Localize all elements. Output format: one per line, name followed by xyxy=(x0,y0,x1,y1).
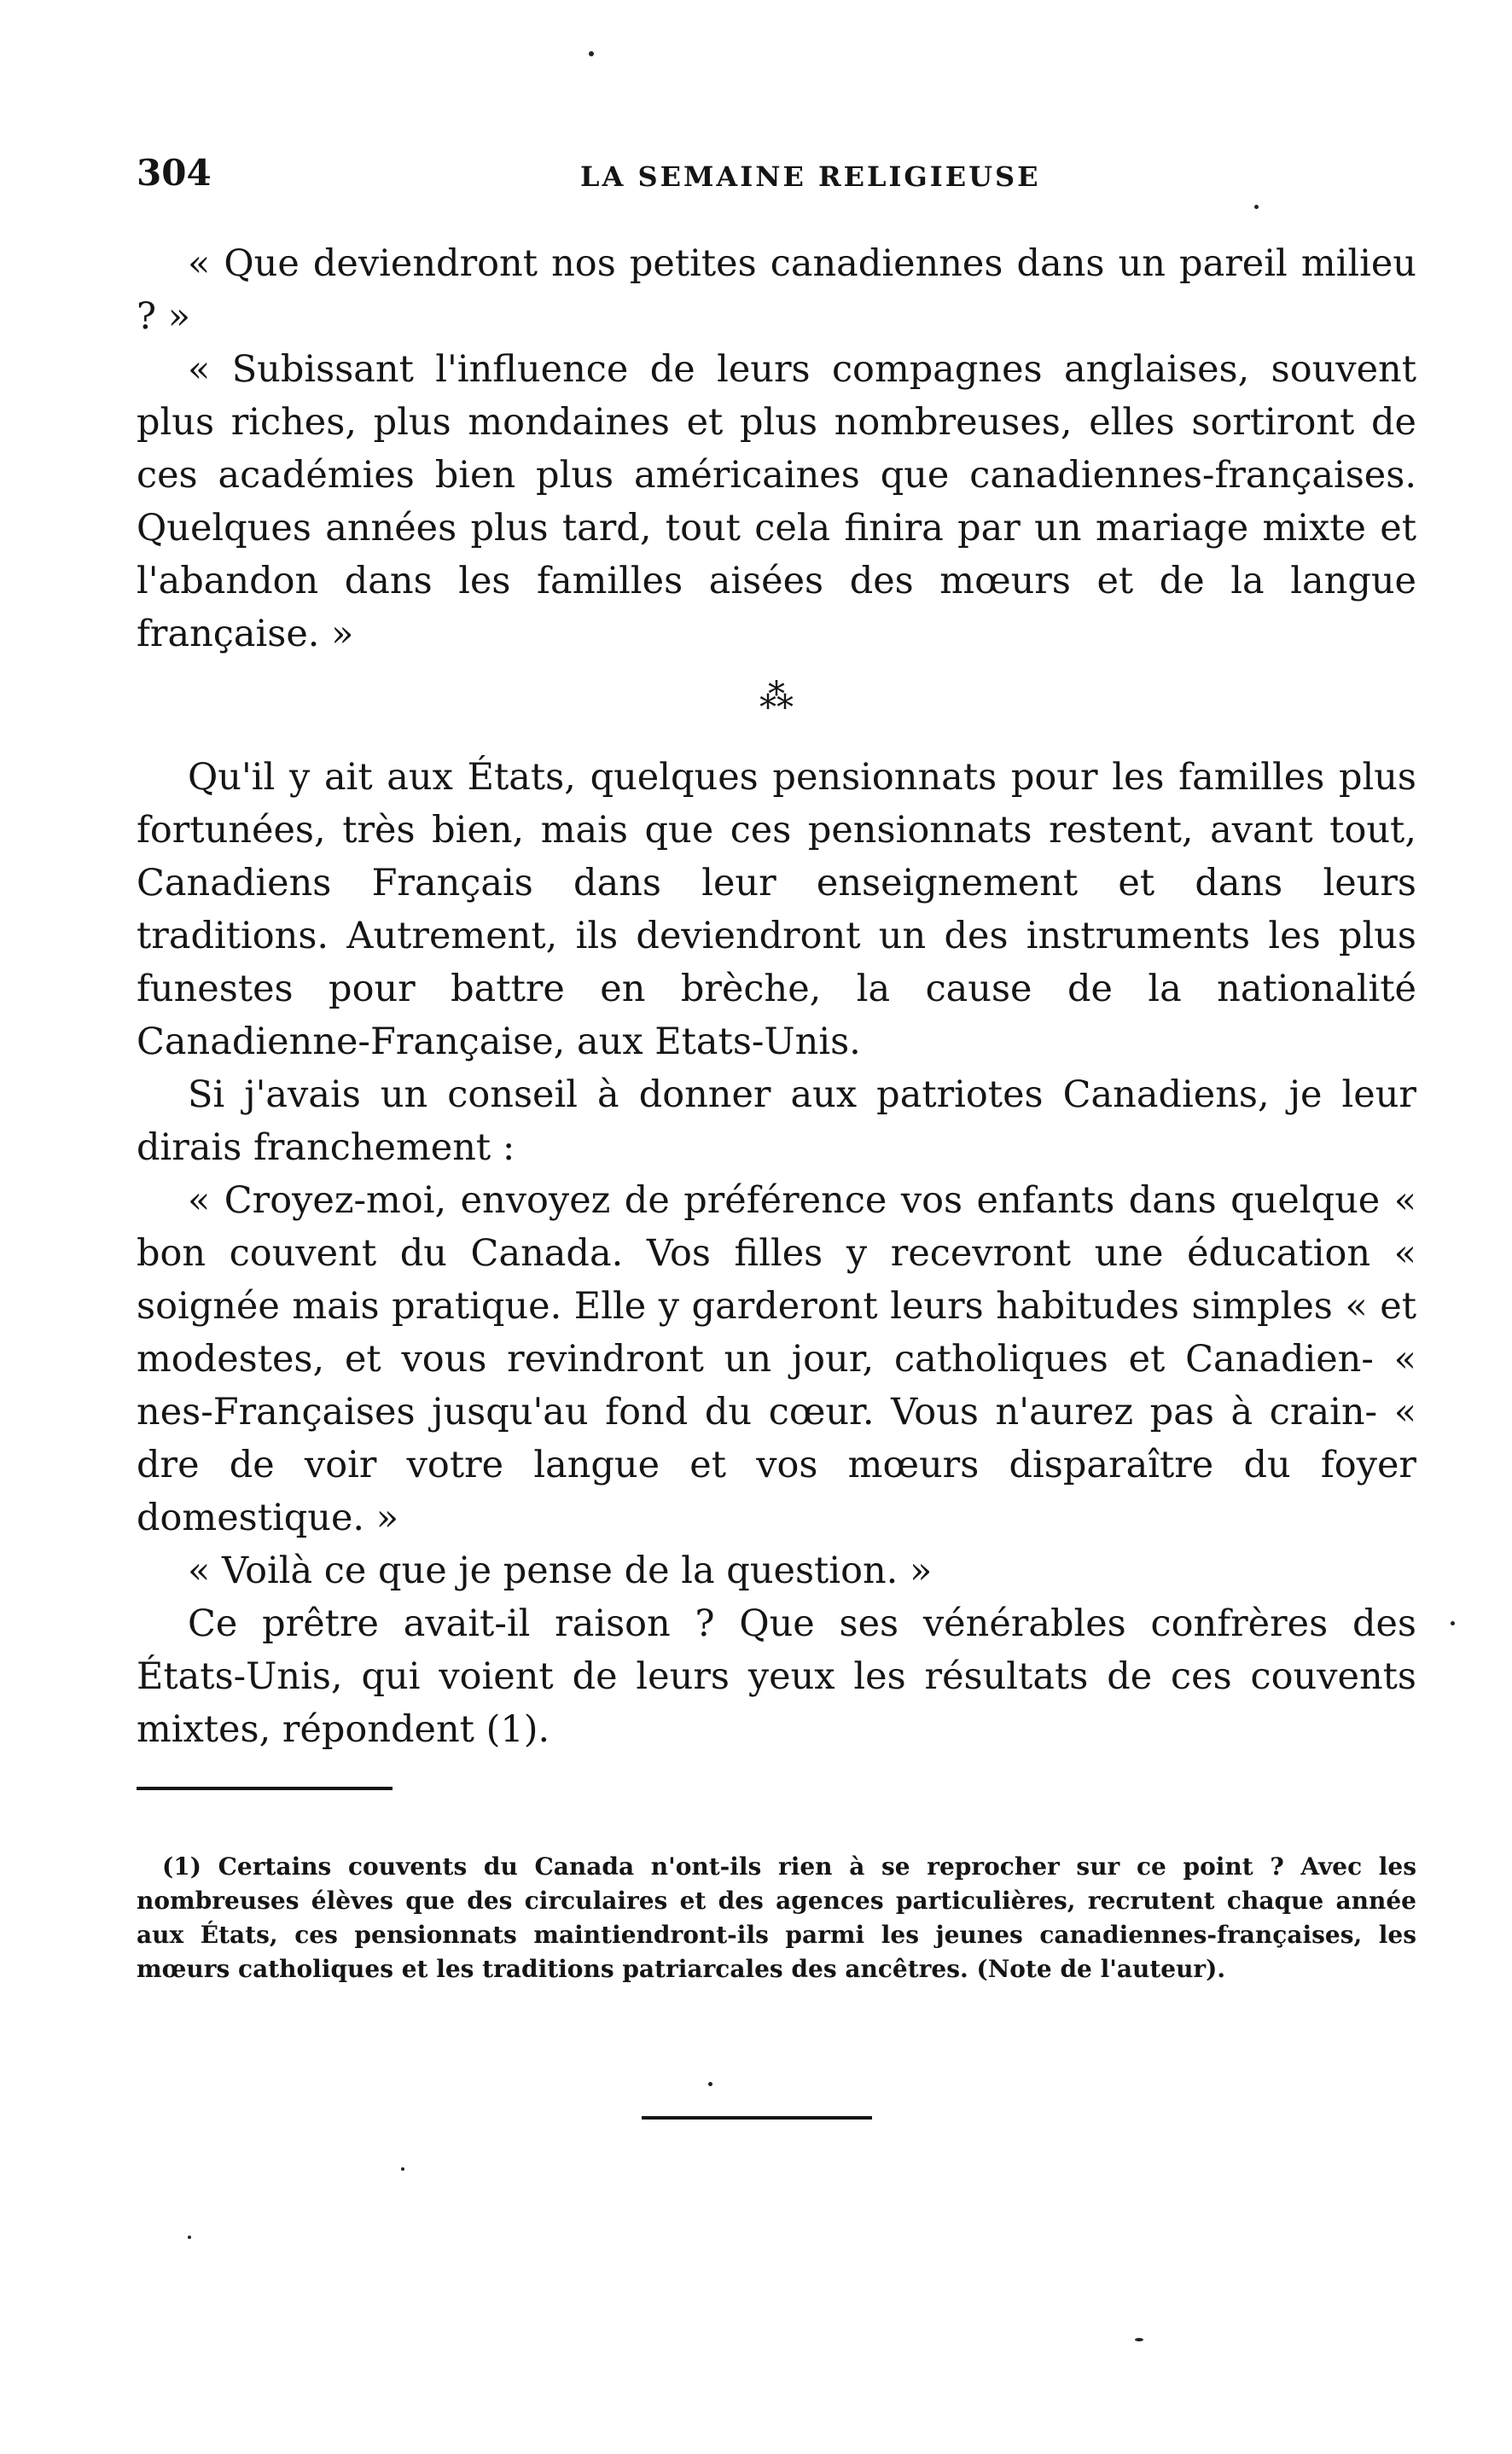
paragraph: « Voilà ce que je pense de la question. » xyxy=(188,1550,933,1592)
footnote-separator xyxy=(137,1787,393,1790)
footnote xyxy=(137,1850,1416,1986)
scan-speck xyxy=(401,2167,404,2171)
scan-speck xyxy=(708,2082,712,2086)
scan-speck xyxy=(1135,2338,1143,2341)
page-header xyxy=(137,152,1416,203)
scan-speck xyxy=(1451,1621,1455,1625)
footnote-text: (1) Certains couvents du Canada n'ont-ils rien à se reprocher sur ce point ? Avec les nombreuses élèves que des circulaires et des agences particulières, recrutent chaque année aux États, ces pensionnats maintiendront-ils parmi les jeunes canadiennes-françaises, les mœurs catholiques et les traditions patriarcales des ancêtres. (Note de l'auteur). xyxy=(137,1852,1416,1983)
scan-speck xyxy=(188,2236,191,2239)
paragraph: « Subissant l'influence de leurs compagnes anglaises, souvent plus riches, plus mondaines et plus nombreuses, elles sortiront de ces académies bien plus américaines que canadiennes-françaises. Quelques années plus tard, tout cela finira par un mariage mixte et l'abandon dans les familles aisées des mœurs et de la langue française. » xyxy=(137,348,1416,655)
paragraph: Ce prêtre avait-il raison ? Que ses vénérables confrères des États-Unis, qui voient de leurs yeux les résultats de ces couvents mixtes, répondent (1). xyxy=(137,1602,1416,1751)
page-number: 304 xyxy=(137,152,212,194)
paragraph: « Croyez-moi, envoyez de préférence vos enfants dans quelque « bon couvent du Canada. Vos filles y recevront une éducation « soignée mais pratique. Elle y garderont leurs habitudes simples « et modestes, et vous revindront un jour, catholiques et Canadien- « nes-Françaises jusqu'au fond du cœur. Vous n'aurez pas à crain- « dre de voir votre langue et vos mœurs disparaître du foyer domestique. » xyxy=(137,1179,1416,1539)
asterism: ⁂ xyxy=(759,677,794,717)
paragraph: « Que deviendront nos petites canadiennes dans un pareil milieu ? » xyxy=(137,242,1416,338)
paragraph: Qu'il y ait aux États, quelques pensionnats pour les familles plus fortunées, très bien, mais que ces pensionnats restent, avant tout, Canadiens Français dans leur enseignement et dans leurs traditions. Autrement, ils deviendront un des instruments les plus funestes pour battre en brèche, la cause de la nationalité Canadienne-Française, aux Etats-Unis. xyxy=(137,756,1416,1063)
scan-speck xyxy=(589,51,594,56)
end-rule xyxy=(642,2116,872,2120)
scan-speck xyxy=(1254,205,1259,209)
body-text xyxy=(137,237,1416,1756)
paragraph: Si j'avais un conseil à donner aux patriotes Canadiens, je leur dirais franchement : xyxy=(137,1073,1416,1169)
running-head: LA SEMAINE RELIGIEUSE xyxy=(580,160,1041,193)
